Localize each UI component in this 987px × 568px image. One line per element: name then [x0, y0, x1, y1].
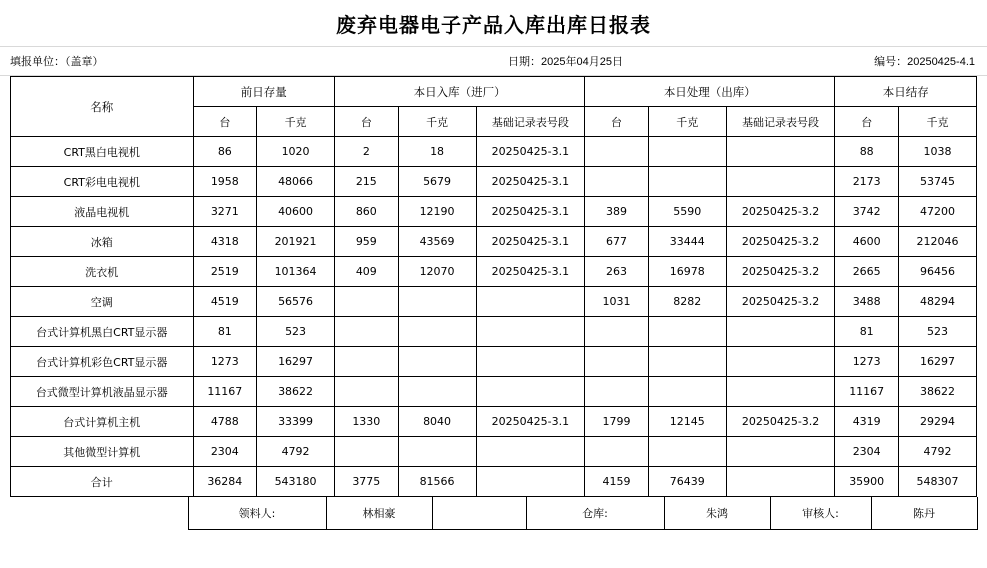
filing-unit-label: 填报单位：（盖章） [10, 56, 104, 68]
cell: 1038 [898, 137, 976, 167]
report-table [10, 76, 977, 497]
cell: 20250425-3.1 [476, 167, 585, 197]
row-name: 台式微型计算机液晶显示器 [11, 377, 194, 407]
signature-spacer [10, 497, 188, 530]
table-row [11, 437, 977, 467]
cell: 677 [585, 227, 649, 257]
cell: 43569 [398, 227, 476, 257]
cell: 36284 [193, 467, 257, 497]
cell [726, 137, 835, 167]
row-name: 洗衣机 [11, 257, 194, 287]
cell: 76439 [648, 467, 726, 497]
table-row [11, 137, 977, 167]
cell [648, 347, 726, 377]
cell [726, 377, 835, 407]
cell: 20250425-3.2 [726, 287, 835, 317]
cell: 38622 [257, 377, 335, 407]
cell [476, 317, 585, 347]
cell: 1031 [585, 287, 649, 317]
row-name: CRT黑白电视机 [11, 137, 194, 167]
picker-label: 领料人: [188, 497, 326, 530]
table-header-group-row [11, 77, 977, 107]
cell: 16978 [648, 257, 726, 287]
row-name: 冰箱 [11, 227, 194, 257]
cell: 20250425-3.1 [476, 227, 585, 257]
cell: 959 [335, 227, 399, 257]
cell: 2304 [835, 437, 899, 467]
cell [476, 437, 585, 467]
header-bal-unit: 台 [835, 107, 899, 137]
header-group-outbound: 本日处理（出库） [585, 77, 835, 107]
table-row [11, 257, 977, 287]
cell: 860 [335, 197, 399, 227]
cell: 20250425-3.1 [476, 137, 585, 167]
cell: 543180 [257, 467, 335, 497]
cell: 1330 [335, 407, 399, 437]
total-label: 合计 [11, 467, 194, 497]
cell: 5679 [398, 167, 476, 197]
row-name: 台式计算机主机 [11, 407, 194, 437]
table-total-row [11, 467, 977, 497]
header-in-kg: 千克 [398, 107, 476, 137]
cell: 86 [193, 137, 257, 167]
cell [585, 137, 649, 167]
cell [398, 437, 476, 467]
table-row [11, 197, 977, 227]
cell [726, 317, 835, 347]
header-group-balance: 本日结存 [835, 77, 977, 107]
cell: 16297 [898, 347, 976, 377]
cell [585, 347, 649, 377]
header-out-record: 基础记录表号段 [726, 107, 835, 137]
cell [648, 167, 726, 197]
warehouse-value: 朱鸿 [664, 497, 770, 530]
cell [585, 317, 649, 347]
cell [398, 377, 476, 407]
cell: 1273 [835, 347, 899, 377]
cell [476, 467, 585, 497]
cell: 389 [585, 197, 649, 227]
cell: 4519 [193, 287, 257, 317]
cell: 263 [585, 257, 649, 287]
row-name: 液晶电视机 [11, 197, 194, 227]
header-in-record: 基础记录表号段 [476, 107, 585, 137]
cell [726, 347, 835, 377]
cell [648, 437, 726, 467]
cell: 548307 [898, 467, 976, 497]
cell: 215 [335, 167, 399, 197]
cell [726, 467, 835, 497]
cell: 4788 [193, 407, 257, 437]
cell [398, 317, 476, 347]
cell: 4792 [257, 437, 335, 467]
cell: 101364 [257, 257, 335, 287]
cell: 20250425-3.2 [726, 407, 835, 437]
cell: 523 [257, 317, 335, 347]
cell: 2665 [835, 257, 899, 287]
cell: 4792 [898, 437, 976, 467]
cell: 2 [335, 137, 399, 167]
cell: 3742 [835, 197, 899, 227]
cell: 1799 [585, 407, 649, 437]
cell: 201921 [257, 227, 335, 257]
row-name: 台式计算机黑白CRT显示器 [11, 317, 194, 347]
report-meta-row [0, 47, 987, 76]
page-title: 废弃电器电子产品入库出库日报表 [336, 12, 651, 37]
row-name: 其他微型计算机 [11, 437, 194, 467]
header-in-unit: 台 [335, 107, 399, 137]
cell: 3775 [335, 467, 399, 497]
cell [335, 437, 399, 467]
table-row [11, 317, 977, 347]
cell: 48294 [898, 287, 976, 317]
table-row [11, 287, 977, 317]
header-group-prev-stock: 前日存量 [193, 77, 335, 107]
cell: 33399 [257, 407, 335, 437]
row-name: 台式计算机彩色CRT显示器 [11, 347, 194, 377]
cell: 3271 [193, 197, 257, 227]
cell: 1273 [193, 347, 257, 377]
cell: 8040 [398, 407, 476, 437]
cell: 16297 [257, 347, 335, 377]
header-prev-unit: 台 [193, 107, 257, 137]
cell [585, 167, 649, 197]
cell: 4600 [835, 227, 899, 257]
signature-gap-1 [432, 497, 526, 530]
cell [585, 377, 649, 407]
cell [726, 437, 835, 467]
cell: 523 [898, 317, 976, 347]
cell: 12145 [648, 407, 726, 437]
header-name: 名称 [11, 77, 194, 137]
warehouse-label: 仓库: [526, 497, 664, 530]
cell: 20250425-3.1 [476, 197, 585, 227]
cell: 2173 [835, 167, 899, 197]
cell: 88 [835, 137, 899, 167]
cell: 2519 [193, 257, 257, 287]
signature-row [10, 497, 977, 530]
cell [335, 347, 399, 377]
signature-table [10, 497, 978, 530]
cell [476, 347, 585, 377]
cell: 409 [335, 257, 399, 287]
table-row [11, 377, 977, 407]
cell [335, 377, 399, 407]
cell [648, 377, 726, 407]
row-name: 空调 [11, 287, 194, 317]
cell: 5590 [648, 197, 726, 227]
cell: 4159 [585, 467, 649, 497]
report-date-label: 日期：2025年04月25日 [508, 56, 623, 68]
cell: 20250425-3.2 [726, 227, 835, 257]
table-row [11, 167, 977, 197]
cell [335, 317, 399, 347]
cell: 20250425-3.1 [476, 407, 585, 437]
cell: 81566 [398, 467, 476, 497]
cell: 29294 [898, 407, 976, 437]
cell: 56576 [257, 287, 335, 317]
cell: 12190 [398, 197, 476, 227]
cell: 38622 [898, 377, 976, 407]
cell: 81 [193, 317, 257, 347]
cell: 4318 [193, 227, 257, 257]
cell: 2304 [193, 437, 257, 467]
cell [726, 167, 835, 197]
cell: 4319 [835, 407, 899, 437]
picker-value: 林相豪 [326, 497, 432, 530]
cell: 20250425-3.2 [726, 257, 835, 287]
cell: 212046 [898, 227, 976, 257]
report-number-label: 编号：20250425-4.1 [874, 56, 975, 68]
table-row [11, 227, 977, 257]
cell: 20250425-3.2 [726, 197, 835, 227]
cell: 33444 [648, 227, 726, 257]
auditor-value: 陈丹 [871, 497, 977, 530]
header-bal-kg: 千克 [898, 107, 976, 137]
cell [335, 287, 399, 317]
cell [648, 137, 726, 167]
header-prev-kg: 千克 [257, 107, 335, 137]
auditor-label: 审核人: [770, 497, 871, 530]
cell: 12070 [398, 257, 476, 287]
cell [476, 377, 585, 407]
cell: 47200 [898, 197, 976, 227]
cell: 40600 [257, 197, 335, 227]
cell: 3488 [835, 287, 899, 317]
header-group-inbound: 本日入库（进厂） [335, 77, 585, 107]
cell [585, 437, 649, 467]
cell: 11167 [193, 377, 257, 407]
cell: 96456 [898, 257, 976, 287]
cell: 8282 [648, 287, 726, 317]
cell: 20250425-3.1 [476, 257, 585, 287]
cell: 35900 [835, 467, 899, 497]
cell: 1958 [193, 167, 257, 197]
row-name: CRT彩电电视机 [11, 167, 194, 197]
report-title-bar [0, 0, 987, 47]
cell [398, 347, 476, 377]
cell: 81 [835, 317, 899, 347]
cell: 48066 [257, 167, 335, 197]
header-out-unit: 台 [585, 107, 649, 137]
cell [398, 287, 476, 317]
cell: 11167 [835, 377, 899, 407]
header-out-kg: 千克 [648, 107, 726, 137]
cell: 1020 [257, 137, 335, 167]
cell [476, 287, 585, 317]
table-row [11, 347, 977, 377]
cell: 18 [398, 137, 476, 167]
cell [648, 317, 726, 347]
table-row [11, 407, 977, 437]
cell: 53745 [898, 167, 976, 197]
